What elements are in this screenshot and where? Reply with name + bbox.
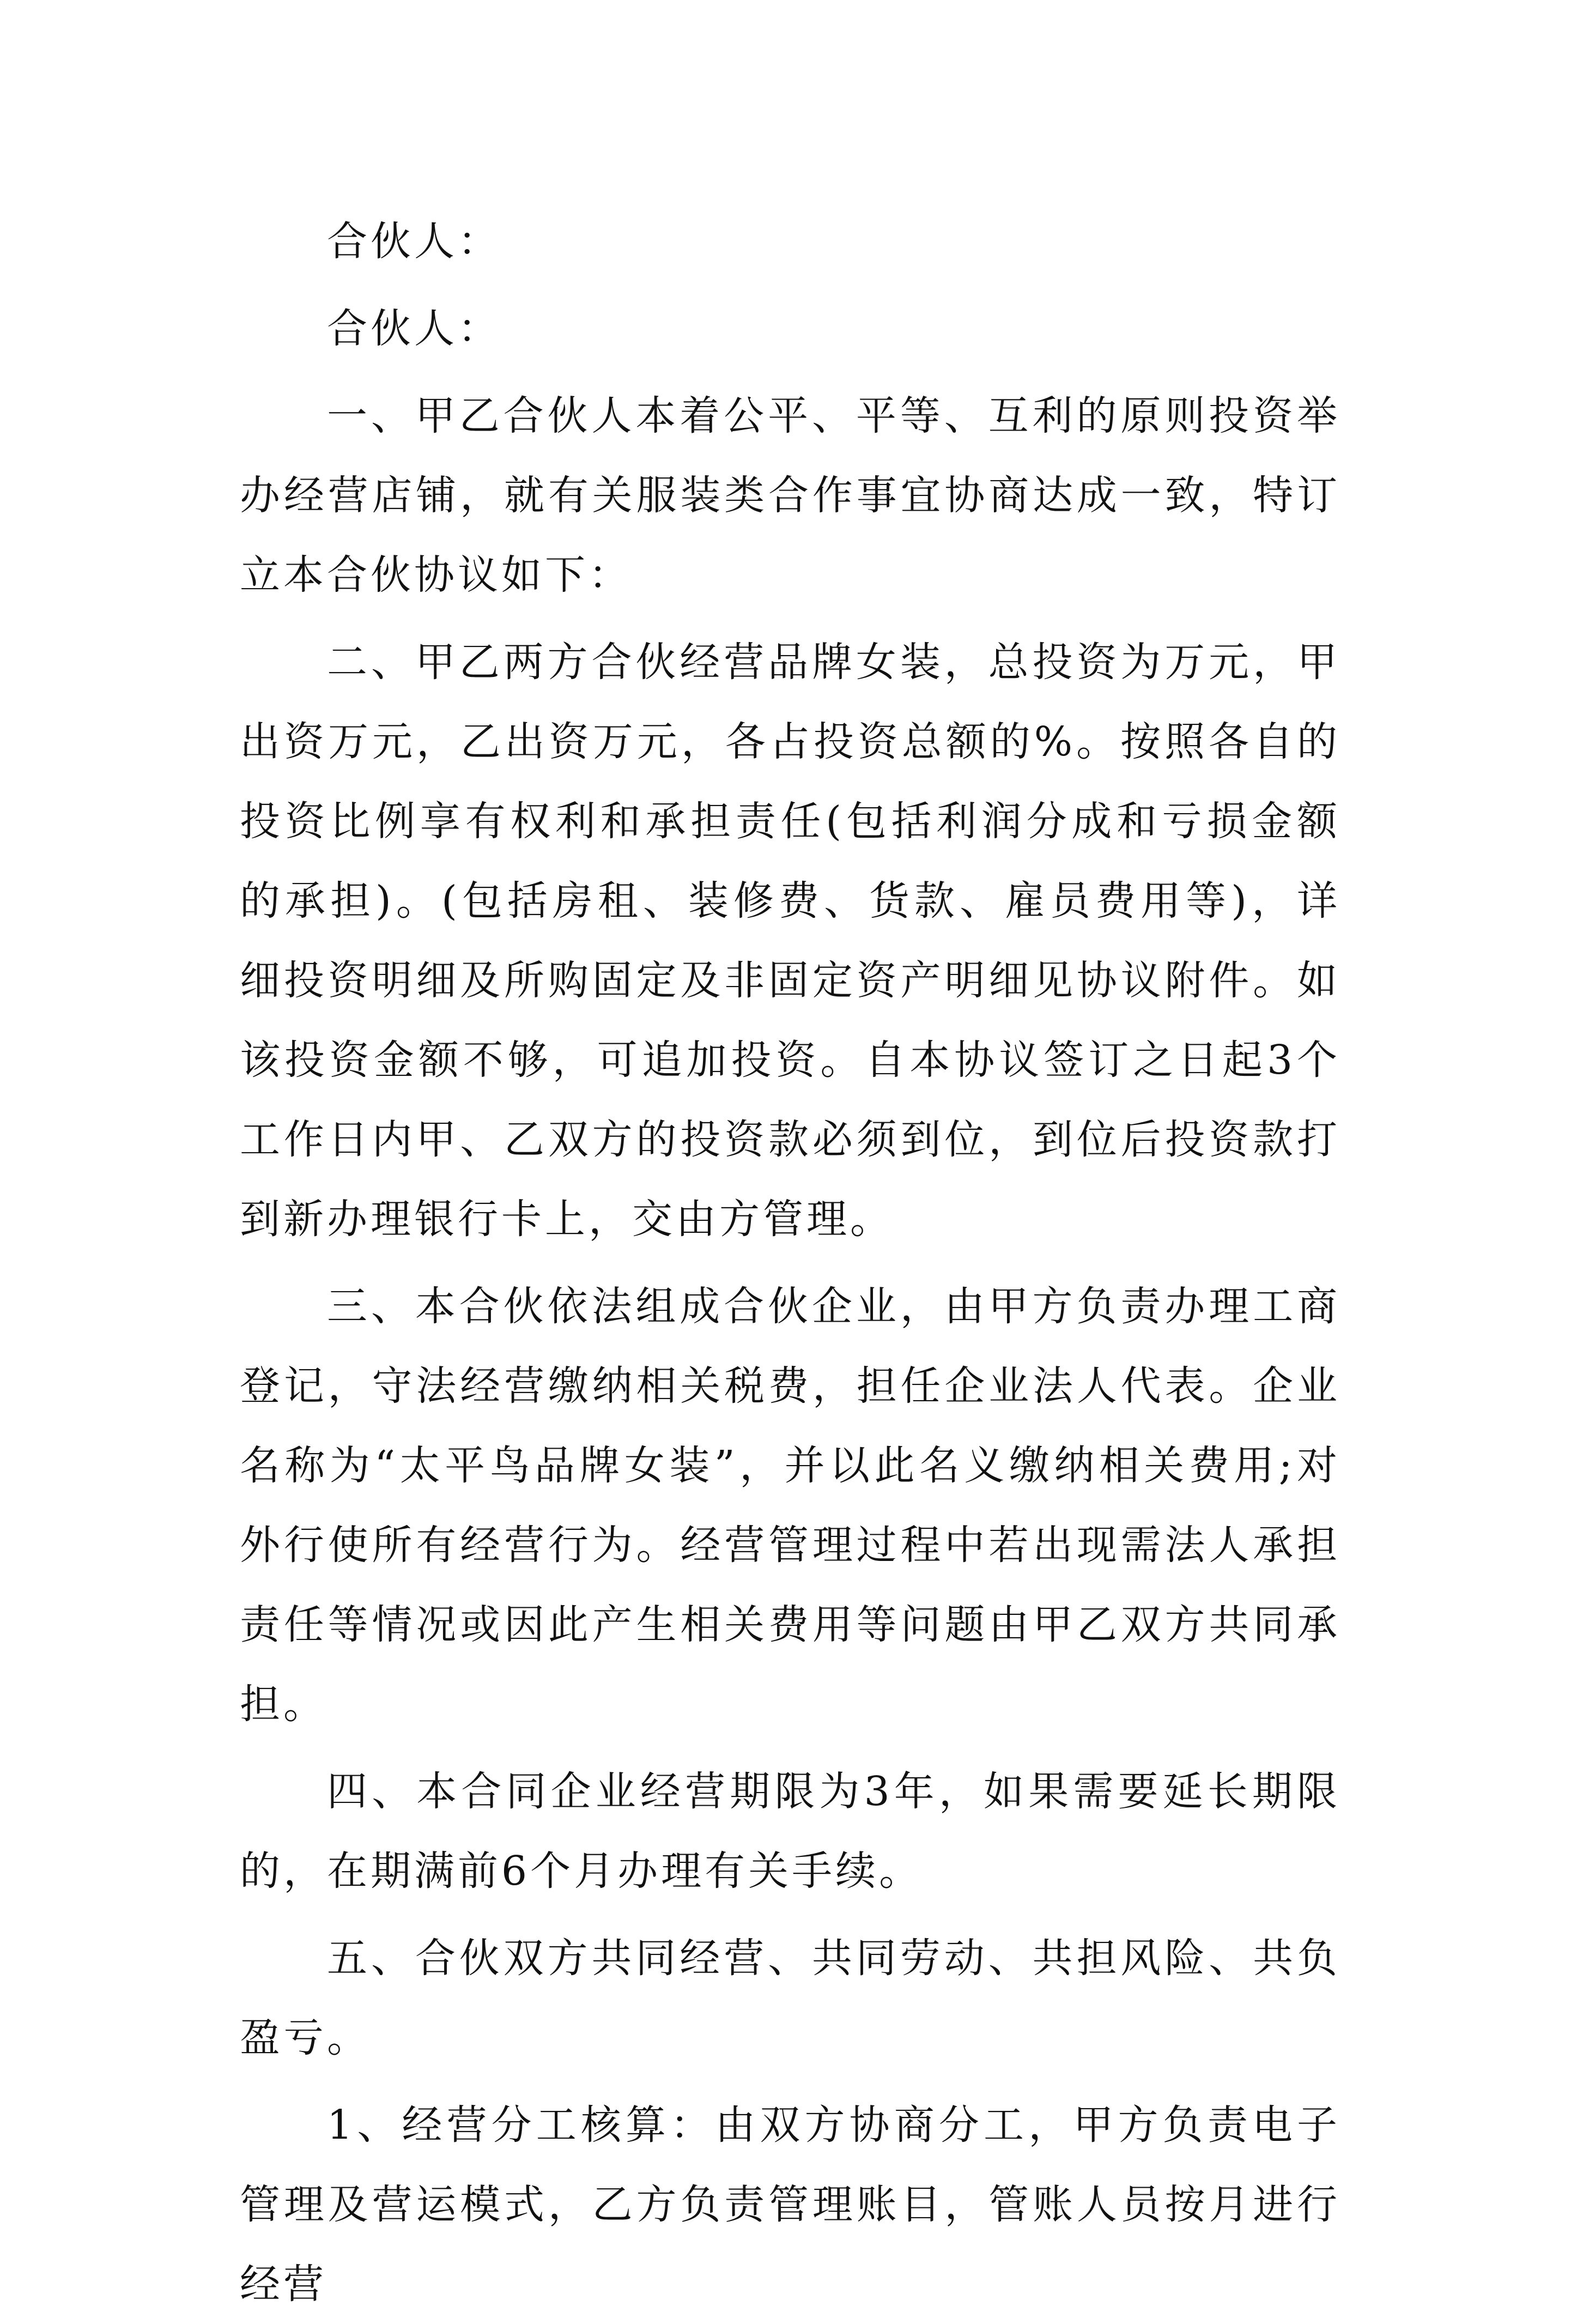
clause-4: 四、本合同企业经营期限为3年，如果需要延长期限的，在期满前6个月办理有关手续。	[240, 1768, 1341, 1895]
clause-5-item-1: 1、经营分工核算：由双方协商分工，甲方负责电子管理及营运模式，乙方负责管理账目，管账人员按月进行经营	[240, 2102, 1341, 2308]
clause-3: 三、本合伙依法组成合伙企业，由甲方负责办理工商登记，守法经营缴纳相关税费，担任企业法人代表。企业名称为“太平鸟品牌女装”，并以此名义缴纳相关费用;对外行使所有经营行为。经营管理过程中若出现需法人承担责任等情况或因此产生相关费用等问题由甲乙双方共同承担。	[240, 1283, 1341, 1728]
clause-5: 五、合伙双方共同经营、共同劳动、共担风险、共负盈亏。	[240, 1935, 1341, 2061]
clause-2: 二、甲乙两方合伙经营品牌女装，总投资为万元，甲出资万元，乙出资万元，各占投资总额的%。按照各自的投资比例享有权利和承担责任(包括利润分成和亏损金额的承担)。(包括房租、装修费、货款、雇员费用等)，详细投资明细及所购固定及非固定资产明细见协议附件。如该投资金额不够，可追加投资。自本协议签订之日起3个工作日内甲、乙双方的投资款必须到位，到位后投资款打到新办理银行卡上，交由方管理。	[240, 639, 1341, 1243]
partner-line-1: 合伙人：	[327, 218, 501, 265]
document-body	[240, 202, 1341, 2324]
partner-line-2: 合伙人：	[327, 305, 501, 352]
clause-1: 一、甲乙合伙人本着公平、平等、互利的原则投资举办经营店铺，就有关服装类合作事宜协商达成一致，特订立本合伙协议如下：	[240, 392, 1341, 598]
